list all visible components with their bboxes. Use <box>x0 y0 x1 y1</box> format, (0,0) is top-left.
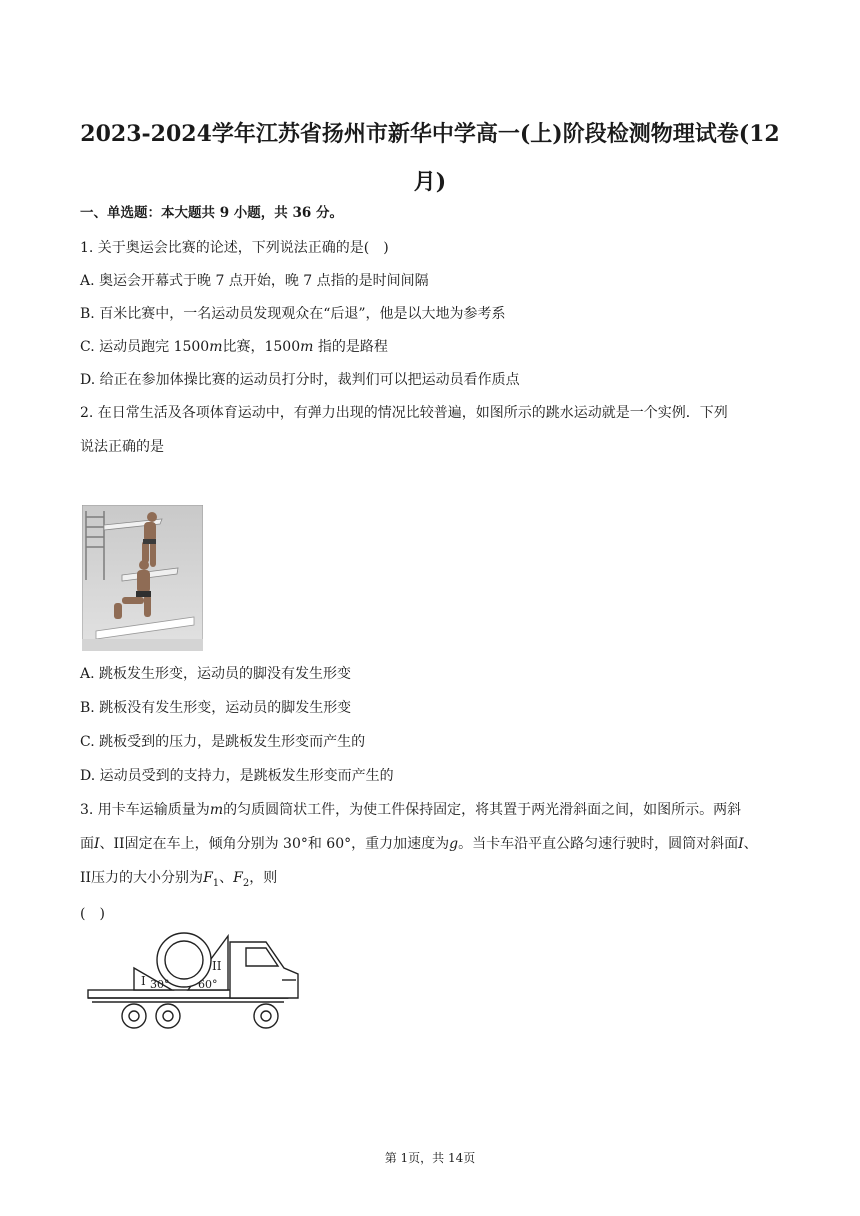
q3-gravity-symbol: g <box>449 836 459 852</box>
q3-l1-text-2: 的匀质圆筒状工件，为使工件保持固定，将其置于两光滑斜面之间，如图所示。两斜 <box>223 802 742 818</box>
q1-option-c <box>80 337 388 357</box>
truck-cylinder-figure <box>86 928 306 1034</box>
q3-l1-text-1: 3. 用卡车运输质量为 <box>80 802 210 818</box>
figure-label-II: II <box>212 959 222 973</box>
q1-option-a: A. 奥运会开幕式于晚 7 点开始，晚 7 点指的是时间间隔 <box>80 273 429 289</box>
q2-option-a: A. 跳板发生形变，运动员的脚没有发生形变 <box>80 666 352 682</box>
q3-l3-text-1: II压力的大小分别为 <box>80 870 204 886</box>
q1-c-text-3: 指的是路程 <box>313 339 388 355</box>
q2-option-d: D. 运动员受到的支持力，是跳板发生形变而产生的 <box>80 768 394 784</box>
q3-force-F1: F <box>203 870 213 886</box>
q1-c-unit-2: m <box>300 339 314 355</box>
q3-force-F2-sub: 2 <box>242 877 250 889</box>
q3-l2-text-3: 。当卡车沿平直公路匀速行驶时，圆筒对斜面 <box>458 836 739 852</box>
q3-stem-line1 <box>80 800 741 820</box>
figure-angle-30: 30° <box>150 978 170 991</box>
q3-l3-text-3: ，则 <box>249 870 278 886</box>
q3-l2-text-2: 、II固定在车上，倾角分别为 30°和 60°，重力加速度为 <box>99 836 450 852</box>
q1-option-d: D. 给正在参加体操比赛的运动员打分时，裁判们可以把运动员看作质点 <box>80 372 520 388</box>
figure-label-I: I <box>141 974 146 988</box>
q3-stem-line3 <box>80 868 277 894</box>
q3-force-F1-sub: 1 <box>212 877 220 889</box>
figure-angle-60: 60° <box>198 978 218 991</box>
page-title: 2023-2024学年江苏省扬州市新华中学高一(上)阶段检测物理试卷(12月) <box>80 121 780 195</box>
q2-stem-line1: 2. 在日常生活及各项体育运动中，有弹力出现的情况比较普遍，如图所示的跳水运动就是一个实例．下列 <box>80 405 728 421</box>
section-heading: 一、单选题：本大题共 9 小题，共 36 分。 <box>80 205 343 221</box>
q2-option-b: B. 跳板没有发生形变，运动员的脚发生形变 <box>80 700 352 716</box>
q3-l2-text-4: 、 <box>743 836 758 852</box>
page-footer: 第 1页，共 14页 <box>384 1151 476 1165</box>
q1-c-unit-1: m <box>209 339 223 355</box>
q3-force-F2: F <box>233 870 243 886</box>
q1-option-b: B. 百米比赛中，一名运动员发现观众在“后退”，他是以大地为参考系 <box>80 306 506 322</box>
q2-option-c: C. 跳板受到的压力，是跳板发生形变而产生的 <box>80 734 366 750</box>
q3-slope-I-symbol-2: I <box>738 836 744 852</box>
diving-photo-figure <box>82 505 203 651</box>
q3-l2-text-1: 面 <box>80 836 94 852</box>
q1-c-text-2: 比赛，1500 <box>222 339 301 355</box>
q1-c-text-1: C. 运动员跑完 1500 <box>80 339 210 355</box>
q2-stem-line2: 说法正确的是 <box>80 439 164 455</box>
q3-slope-I-symbol: I <box>94 836 100 852</box>
q1-stem: 1. 关于奥运会比赛的论述，下列说法正确的是( ) <box>80 240 389 256</box>
q3-mass-symbol: m <box>209 802 224 818</box>
q3-answer-parens: ( ) <box>80 906 105 922</box>
q3-l3-text-2: 、 <box>219 870 234 886</box>
q3-stem-line2 <box>80 834 758 854</box>
